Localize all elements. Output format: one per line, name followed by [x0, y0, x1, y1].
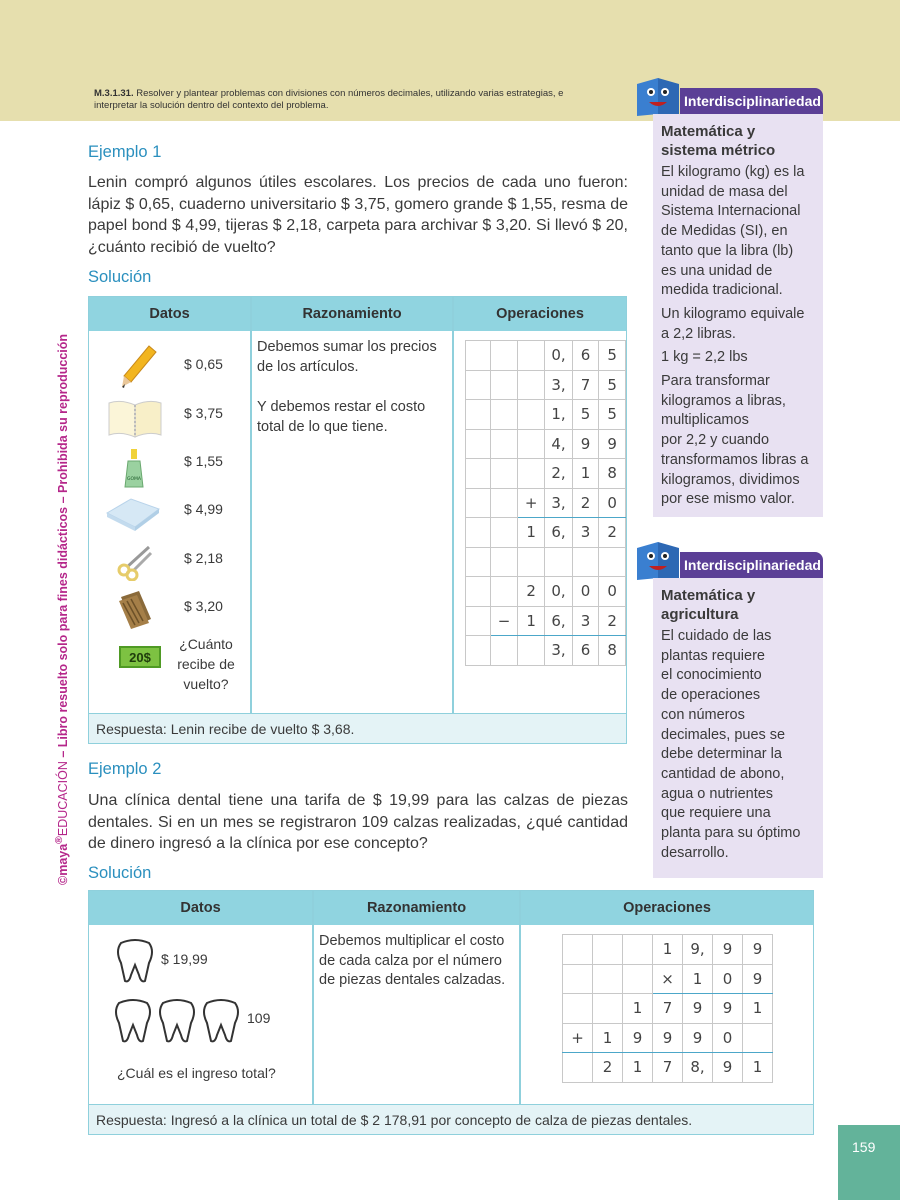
sidebar-line: por 2,2 y cuando	[661, 432, 770, 449]
grid-cell: 1	[518, 606, 545, 636]
grid-cell	[518, 636, 545, 666]
standard-text: Resolver y plantear problemas con divisiones con números decimales, utilizando varias estrategias, e interpretar la solución dentro del contexto del problema.	[94, 88, 564, 111]
sidebar-line: de Medidas (SI), en	[661, 223, 788, 240]
grid-cell	[490, 577, 517, 607]
sidebar-line: El cuidado de las	[661, 628, 772, 644]
grid-cell: 5	[572, 400, 599, 430]
grid-cell	[518, 400, 545, 430]
multiplication-grid	[562, 934, 773, 1083]
grid-row	[563, 994, 773, 1024]
sidebar-line: Un kilogramo equivale	[661, 305, 805, 322]
sidebar-line: desarrollo.	[661, 844, 729, 861]
sidebar-line: planta para su óptimo	[661, 825, 801, 842]
grid-cell: 1,	[545, 400, 572, 430]
grid-cell: 8	[599, 636, 626, 666]
book-character-icon	[633, 538, 683, 582]
grid-cell: 7	[653, 1053, 683, 1083]
grid-row	[466, 518, 626, 548]
question-line: vuelto?	[183, 676, 229, 692]
example1-answer: Respuesta: Lenin recibe de vuelto $ 3,68.	[89, 713, 626, 743]
grid-cell: 5	[599, 370, 626, 400]
reasoning-sum: Debemos sumar los precios de los artículos.	[257, 339, 437, 375]
grid-cell	[743, 1023, 773, 1053]
grid-cell: 2	[599, 606, 626, 636]
grid-cell	[490, 429, 517, 459]
grid-cell	[518, 370, 545, 400]
grid-cell	[563, 935, 593, 965]
brand-name: EDUCACIÓN	[56, 761, 71, 837]
example1-solution-label: Solución	[88, 268, 152, 286]
grid-cell	[563, 964, 593, 994]
book-character-icon	[633, 74, 683, 118]
grid-cell: 0	[599, 488, 626, 518]
grid-cell	[563, 994, 593, 1024]
grid-row	[563, 964, 773, 994]
grid-cell: 1	[743, 994, 773, 1024]
grid-cell: 9	[572, 429, 599, 459]
sidebar-line: cantidad de abono,	[661, 765, 785, 782]
grid-cell: 1	[653, 935, 683, 965]
grid-cell: 1	[743, 1053, 773, 1083]
header-razonamiento: Razonamiento	[314, 891, 519, 925]
grid-row	[466, 547, 626, 577]
sidebar-line: con números	[661, 706, 745, 723]
grid-row	[466, 400, 626, 430]
grid-cell: 3,	[545, 370, 572, 400]
column-divider	[452, 297, 454, 715]
grid-cell	[490, 518, 517, 548]
sidebar-text	[653, 163, 823, 510]
pencil-icon	[119, 344, 159, 390]
grid-cell: 0	[713, 964, 743, 994]
grid-cell: 9	[743, 935, 773, 965]
sidebar-line: por ese mismo valor.	[661, 491, 795, 508]
sidebar-line: a 2,2 libras.	[661, 325, 736, 342]
grid-cell: 0	[599, 577, 626, 607]
grid-cell: 8,	[683, 1053, 713, 1083]
sidebar-metric	[653, 114, 823, 517]
copyright-notice: – Libro resuelto solo para fines didácticos – Prohibida su reproducción	[56, 333, 71, 762]
curriculum-standard	[94, 88, 594, 112]
grid-cell: 1	[518, 518, 545, 548]
grid-cell: 9	[683, 994, 713, 1024]
grid-cell: 2	[518, 577, 545, 607]
column-divider	[312, 891, 314, 1106]
column-divider	[519, 891, 521, 1106]
grid-cell: 9	[683, 1023, 713, 1053]
example2-title: Ejemplo 2	[88, 760, 162, 778]
notebook-icon	[107, 397, 163, 441]
grid-cell: 0	[713, 1023, 743, 1053]
sidebar-line: unidad de masa del	[661, 183, 788, 200]
grid-cell: 6	[572, 341, 599, 371]
price-item: $ 3,75	[184, 405, 223, 421]
sidebar-line: 1 kg = 2,2 lbs	[661, 349, 748, 366]
grid-cell: 9,	[683, 935, 713, 965]
price-item: $ 1,55	[184, 453, 223, 469]
grid-row	[466, 429, 626, 459]
grid-cell	[490, 636, 517, 666]
standard-code: M.3.1.31.	[94, 88, 134, 99]
grid-cell: 7	[572, 370, 599, 400]
tooth-icon	[201, 997, 241, 1045]
grid-cell	[518, 429, 545, 459]
sidebar-line: multiplicamos	[661, 412, 749, 429]
goma-label: GOMA	[127, 477, 141, 482]
grid-cell: 2	[599, 518, 626, 548]
folder-icon	[117, 589, 155, 631]
sidebar-title: Matemática y agricultura	[661, 587, 756, 623]
glue-bottle-icon	[123, 447, 145, 489]
grid-cell	[490, 459, 517, 489]
grid-cell: 1	[683, 964, 713, 994]
grid-cell: 9	[713, 1053, 743, 1083]
grid-row	[466, 341, 626, 371]
grid-cell: 3,	[545, 636, 572, 666]
grid-cell: 1	[593, 1023, 623, 1053]
grid-row	[563, 1023, 773, 1053]
grid-row	[466, 370, 626, 400]
addition-subtraction-grid	[465, 340, 626, 666]
sidebar-line: el conocimiento	[661, 667, 762, 684]
example1-title: Ejemplo 1	[88, 143, 162, 161]
example2-solution-table	[88, 890, 814, 1135]
question-line: recibe de	[177, 656, 235, 672]
reasoning-multiply: Debemos multiplicar el costo de cada calza por el número de piezas dentales calzadas.	[319, 933, 506, 988]
grid-cell	[490, 370, 517, 400]
sidebar-line: que requiere una	[661, 805, 771, 822]
sidebar-line: kilogramos a libras,	[661, 392, 786, 409]
grid-cell: 0,	[545, 577, 572, 607]
sidebar-line: Sistema Internacional	[661, 203, 801, 220]
sidebar-line: plantas requiere	[661, 647, 765, 664]
price-item: $ 3,20	[184, 598, 223, 614]
sidebar-agriculture	[653, 578, 823, 878]
grid-cell: 6	[572, 636, 599, 666]
grid-cell: 9	[623, 1023, 653, 1053]
header-razonamiento: Razonamiento	[252, 297, 452, 331]
example2-answer: Respuesta: Ingresó a la clínica un total de $ 2 178,91 por concepto de calza de piezas dentales.	[89, 1104, 813, 1134]
sidebar-line: transformamos libras a	[661, 451, 809, 468]
grid-cell	[466, 400, 491, 430]
sidebar-line: de operaciones	[661, 687, 761, 704]
grid-cell	[599, 547, 626, 577]
example2-statement: Una clínica dental tiene una tarifa de $ 19,99 para las calzas de piezas dentales. Si en un mes se registraron 109 calzas realizadas, ¿qué cantidad de dinero ingresó a la clínica por ese concepto?	[88, 792, 628, 852]
grid-cell	[593, 964, 623, 994]
grid-row	[563, 935, 773, 965]
grid-row	[466, 606, 626, 636]
side-copyright	[54, 334, 70, 885]
grid-cell: 6,	[545, 518, 572, 548]
grid-row	[563, 1053, 773, 1083]
example2-solution-label: Solución	[88, 864, 152, 882]
maya-logo: ©maya	[56, 843, 71, 885]
grid-cell	[593, 994, 623, 1024]
tooth-price: $ 19,99	[161, 951, 208, 967]
grid-cell: 6,	[545, 606, 572, 636]
grid-cell: −	[490, 606, 517, 636]
sidebar-text	[653, 627, 823, 863]
grid-cell	[593, 935, 623, 965]
paper-ream-icon	[103, 493, 163, 533]
grid-cell: 4,	[545, 429, 572, 459]
grid-cell	[466, 488, 491, 518]
grid-cell: 9	[599, 429, 626, 459]
grid-cell: 0	[572, 577, 599, 607]
question-text	[171, 634, 241, 694]
grid-cell	[466, 341, 491, 371]
sidebar-line: tanto que la libra (lb)	[661, 242, 794, 259]
grid-cell: 2,	[545, 459, 572, 489]
example1-statement: Lenin compró algunos útiles escolares. Los precios de cada uno fueron: lápiz $ 0,65, cuaderno universitario $ 3,75, gomero grande $ 1,55, resma de papel bond $ 4,99, tijeras $ 2,18, carpeta para archivar $ 3,20. Si llevó $ 20, ¿cuánto recibió de vuelto?	[88, 174, 628, 256]
grid-cell: 1	[623, 994, 653, 1024]
grid-cell: 3,	[545, 488, 572, 518]
grid-row	[466, 488, 626, 518]
grid-cell: 2	[572, 488, 599, 518]
grid-cell	[466, 370, 491, 400]
grid-row	[466, 636, 626, 666]
grid-cell: 8	[599, 459, 626, 489]
scissors-icon	[115, 543, 155, 581]
sidebar-line: Para transformar	[661, 373, 770, 390]
grid-cell	[466, 518, 491, 548]
grid-cell	[623, 935, 653, 965]
grid-cell: 5	[599, 400, 626, 430]
grid-cell	[490, 400, 517, 430]
registered-mark: ®	[54, 836, 65, 844]
grid-cell	[490, 341, 517, 371]
question-text: ¿Cuál es el ingreso total?	[117, 1065, 276, 1081]
grid-cell: +	[518, 488, 545, 518]
grid-cell: 9	[713, 935, 743, 965]
grid-cell	[466, 459, 491, 489]
sidebar-line: El kilogramo (kg) es la	[661, 164, 805, 180]
grid-cell	[490, 547, 517, 577]
sidebar-line: agua o nutrientes	[661, 785, 774, 802]
price-item: $ 2,18	[184, 550, 223, 566]
grid-cell	[466, 577, 491, 607]
page-number: 159	[838, 1125, 900, 1200]
grid-cell	[518, 459, 545, 489]
interdisciplinary-tag: Interdisciplinariedad	[680, 88, 823, 114]
grid-cell	[563, 1053, 593, 1083]
grid-cell	[466, 636, 491, 666]
grid-cell	[466, 606, 491, 636]
tooth-icon	[115, 937, 155, 985]
grid-cell: 9	[713, 994, 743, 1024]
tooth-count: 109	[247, 1010, 271, 1026]
tooth-icon	[113, 997, 153, 1045]
grid-cell	[518, 341, 545, 371]
header-operaciones: Operaciones	[521, 891, 813, 925]
sidebar-line: decimales, pues se	[661, 726, 786, 743]
grid-cell	[623, 964, 653, 994]
grid-cell	[518, 547, 545, 577]
grid-cell: 9	[743, 964, 773, 994]
sidebar-line: debe determinar la	[661, 746, 782, 763]
question-line: ¿Cuánto	[179, 636, 233, 652]
grid-cell: 3	[572, 518, 599, 548]
reasoning-subtract: Y debemos restar el costo total de lo que tiene.	[257, 399, 426, 435]
grid-cell: ×	[653, 964, 683, 994]
grid-cell	[466, 429, 491, 459]
grid-cell: 5	[599, 341, 626, 371]
grid-cell: 0,	[545, 341, 572, 371]
price-item: $ 4,99	[184, 501, 223, 517]
grid-cell	[545, 547, 572, 577]
grid-cell: 1	[623, 1053, 653, 1083]
example1-solution-table	[88, 296, 627, 744]
sidebar-line: medida tradicional.	[661, 282, 783, 299]
column-divider	[250, 297, 252, 715]
bill-amount: 20$	[129, 649, 151, 665]
grid-cell: 3	[572, 606, 599, 636]
sidebar-line: es una unidad de	[661, 262, 773, 279]
sidebar-line: kilogramos, dividimos	[661, 471, 800, 488]
interdisciplinary-tag: Interdisciplinariedad	[680, 552, 823, 578]
grid-cell: +	[563, 1023, 593, 1053]
header-operaciones: Operaciones	[454, 297, 626, 331]
header-datos: Datos	[89, 297, 250, 331]
grid-cell	[572, 547, 599, 577]
grid-cell	[466, 547, 491, 577]
grid-cell: 7	[653, 994, 683, 1024]
tooth-icon	[157, 997, 197, 1045]
grid-cell	[490, 488, 517, 518]
grid-row	[466, 577, 626, 607]
grid-cell: 1	[572, 459, 599, 489]
grid-cell: 2	[593, 1053, 623, 1083]
money-bill-icon	[119, 646, 161, 668]
grid-cell: 9	[653, 1023, 683, 1053]
header-datos: Datos	[89, 891, 312, 925]
sidebar-title: Matemática y sistema métrico	[661, 123, 776, 159]
price-item: $ 0,65	[184, 356, 223, 372]
grid-row	[466, 459, 626, 489]
